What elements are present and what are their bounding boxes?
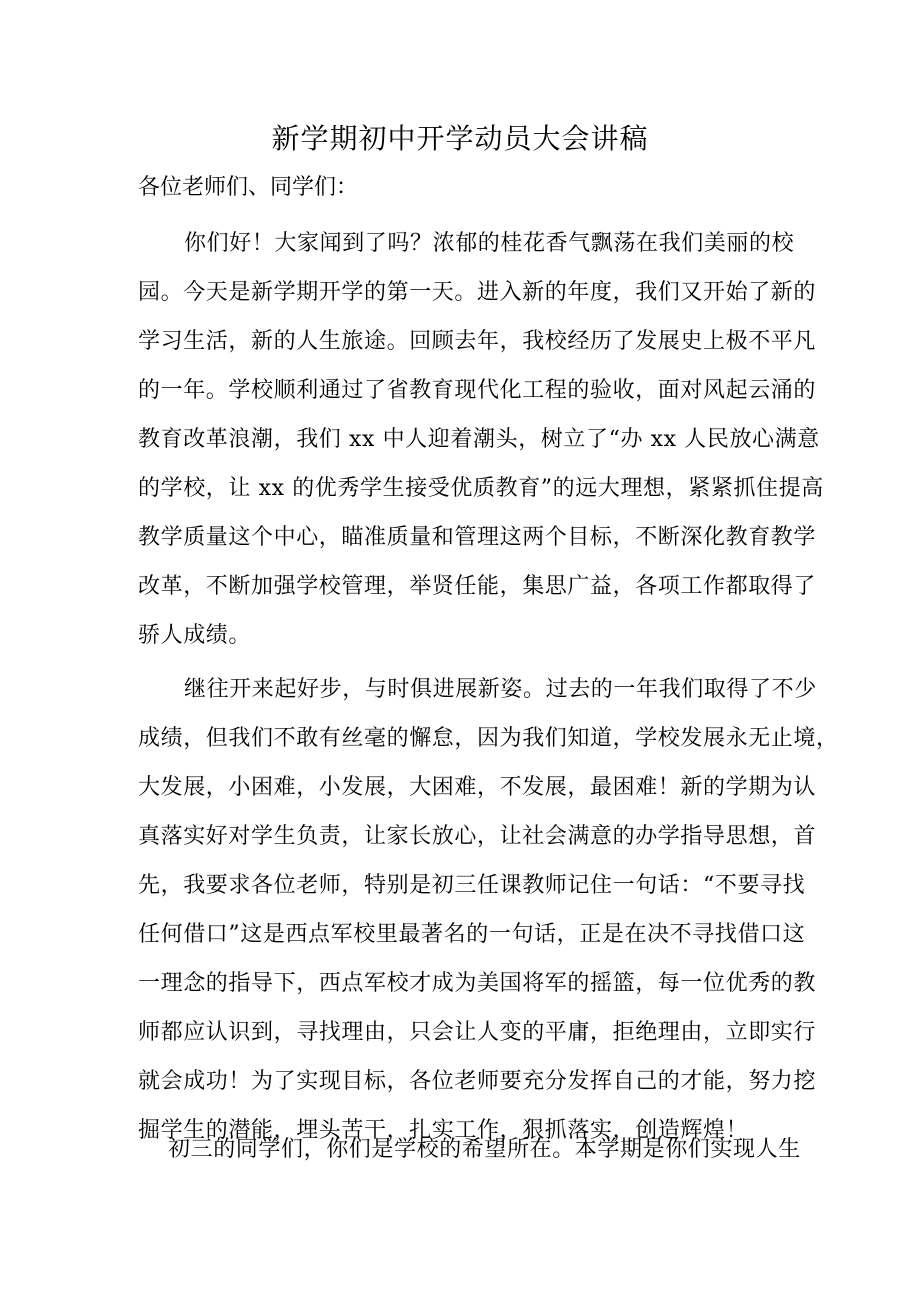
paragraph-line: 先，我要求各位老师，特别是初三任课教师记住一句话：“不要寻找 [138, 873, 806, 898]
paragraph-line: 继往开来起好步，与时俱进展新姿。过去的一年我们取得了不少 [184, 677, 817, 702]
paragraph-line: 大发展，小困难，小发展，大困难，不发展，最困难！新的学期为认 [138, 775, 817, 800]
paragraph-1 [138, 219, 824, 660]
paragraph-line: 掘学生的潜能，埋头苦干，扎实工作，狠抓落实，创造辉煌！ [138, 1118, 749, 1143]
paragraph-line: 就会成功！为了实现目标，各位老师要充分发挥自己的才能，努力挖 [138, 1069, 817, 1094]
paragraph-line: 改革，不断加强学校管理，举贤任能，集思广益，各项工作都取得了 [138, 574, 817, 599]
paragraph-line: 的一年。学校顺利通过了省教育现代化工程的验收，面对风起云涌的 [138, 378, 817, 403]
paragraph-line: 学习生活，新的人生旅途。回顾去年，我校经历了发展史上极不平凡 [138, 329, 817, 354]
paragraph-line: 真落实好对学生负责，让家长放心，让社会满意的办学指导思想，首 [138, 824, 817, 849]
paragraph-3 [138, 1125, 801, 1174]
salutation: 各位老师们、同学们： [138, 175, 359, 200]
paragraph-line: 教育改革浪潮，我们 xx 中人迎着潮头，树立了“办 xx 人民放心满意 [138, 427, 820, 452]
paragraph-2 [138, 665, 839, 1155]
paragraph-line: 成绩，但我们不敢有丝毫的懈怠，因为我们知道，学校发展永无止境， [138, 726, 839, 751]
paragraph-line: 园。今天是新学期开学的第一天。进入新的年度，我们又开始了新的 [138, 280, 817, 305]
paragraph-line: 教学质量这个中心，瞄准质量和管理这两个目标，不断深化教育教学 [138, 525, 817, 550]
paragraph-line: 初三的同学们，你们是学校的希望所在。本学期是你们实现人生 [168, 1137, 801, 1162]
paragraph-line: 任何借口”这是西点军校里最著名的一句话，正是在决不寻找借口这 [138, 922, 806, 947]
document-title: 新学期初中开学动员大会讲稿 [271, 122, 649, 155]
paragraph-line: 的学校，让 xx 的优秀学生接受优质教育”的远大理想，紧紧抓住提高 [138, 476, 824, 501]
paragraph-line: 师都应认识到，寻找理由，只会让人变的平庸，拒绝理由，立即实行 [138, 1020, 817, 1045]
paragraph-line: 骄人成绩。 [138, 623, 252, 648]
paragraph-line: 一理念的指导下，西点军校才成为美国将军的摇篮，每一位优秀的教 [138, 971, 817, 996]
paragraph-line: 你们好！大家闻到了吗？浓郁的桂花香气飘荡在我们美丽的校 [184, 231, 795, 256]
